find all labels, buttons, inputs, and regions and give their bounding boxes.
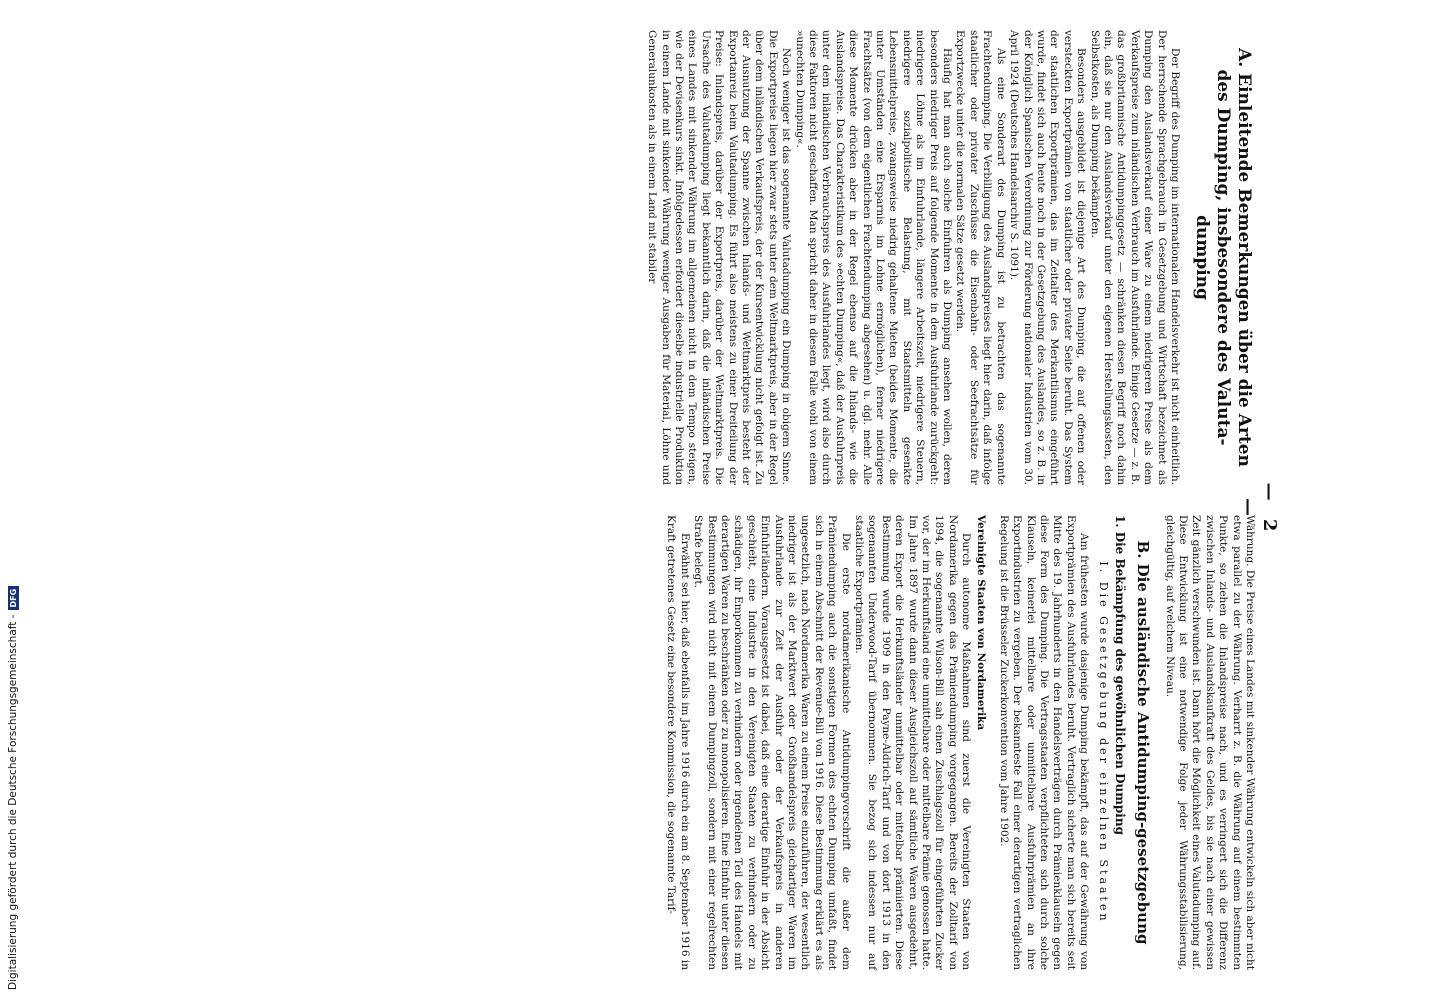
section-a-heading: A. Einleitende Bemerkungen über die Arten des Dumping, insbesondere des Valuta-dumping [1192, 48, 1254, 467]
paragraph: Als eine Sonderart des Dumping ist zu betrachten das sogenannte Frachtendumping. Die Verbilligung des Auslandspreises liegt hier darin, daß infolge staatlicher oder privater Zuschüsse die Eisenbahn- oder Seefrachtsätze für Exportzwecke unter die normalen Sätze gesetzt werden. [954, 30, 1007, 485]
digitization-footer [0, 0, 26, 1000]
page-number: — 2 — [1238, 482, 1280, 538]
paragraph: Währung. Die Preise eines Landes mit sinkender Währung entwickeln sich aber nicht etwa parallel zu der Währung. Verharrt z. B. die Währung auf einem bestimmten Punkte, so ziehen die Inlandspreise nach, und es verringert sich die Differenz zwischen Inlands- und Auslandskaufkraft des Geldes, bis sie nach einer gewissen Zeit gänzlich verschwunden ist. Dann hört die Möglichkeit eines Valutadumping auf. Diese Entwicklung ist eine notwendige Folge jeder Währungsstabilisierung, gleichgültig, auf welchem Niveau. [1163, 515, 1256, 970]
left-column [645, 30, 1256, 485]
rotated-page-content [158, 0, 1298, 1000]
paragraph: Häufig hat man auch solche Einfuhren als Dumping ansehen wollen, deren besonders niedriger Preis auf folgende Momente in dem Ausfuhrlande zurückgeht: niedrigere Löhne als im Einfuhrlande, längere Arbeitszeit, niedrigere Steuern, niedrigere sozialpolitische Belastung, mit Staatsmitteln gesenkte Lebensmittelpreise, zwangsweise niedrig gehaltene Mieten (beides Momente, die unter Umständen eine Ersparnis im Lohne ermöglichen), ferner niedrigere Frachtsätze (von dem eigentlichen Frachtendumping abgesehen) u. dgl. mehr. Alle diese Momente drücken aber in der Regel ebenso auf die Inlands- wie die Auslandspreise. Das Charakteristikum des »echten Dumping«, daß der Ausfuhrpreis unter dem inländischen Verbrauchspreis des Ausfuhrlandes liegt, wird also durch diese Faktoren nicht geschaffen. Man spricht daher in diesem Falle wohl von einem »unechten Dumping«. [793, 30, 954, 485]
paragraph: Erwähnt sei hier, daß ebenfalls im Jahre 1916 durch ein am 8. September 1916 in Kraft getretenes Gesetz eine besondere Kommission, die sogenannte Tarif- [665, 515, 691, 970]
country-heading: Vereinigte Staaten von Nordamerika [975, 515, 988, 731]
paragraph: Durch autonome Maßnahmen sind zuerst die Vereinigten Staaten von Nordamerika gegen das Prämiendumping vorgegangen. Bereits der Zolltarif von 1894, die sogenannte Wilson-Bill sah einen Zuschlagszoll für eingeführten Zucker vor, der im Herkunftsland eine unmittelbare oder mittelbare Prämie genossen hatte. Im Jahre 1897 wurde dann dieser Ausgleichszoll auf sämtliche Waren ausgedehnt, deren Export die Herkunftsländer unmittelbar oder mittelbar prämiierten. Diese Bestimmung wurde 1909 in den Payne-Aldrich-Tarif und von dort 1913 in den sogenannten Underwood-Tarif übernommen. Sie bezog sich indessen nur auf staatliche Exportprämien. [853, 515, 973, 970]
right-column [664, 515, 1256, 970]
paragraph: Am frühesten wurde dasjenige Dumping bekämpft, das auf der Gewährung von Exportprämien des Ausfuhrlandes beruht. Vertraglich sicherte man sich bereits seit Mitte des 19. Jahrhunderts in den Handelsverträgen durch Prämienklauseln gegen diese Form des Dumping. Die Vertragsstaaten verpflichteten sich durch solche Klauseln, keinerlei mittelbare oder unmittelbare Ausfuhrprämien an ihre Exportindustrien zu vergeben. Der bekannteste Fall einer derartigen vertraglichen Regelung ist die Brüsseler Zuckerkonvention vom Jahre 1902. [997, 515, 1091, 970]
paragraph: Besonders ausgebildet ist diejenige Art des Dumping, die auf offenen oder versteckten Exportprämien von staatlicher oder privater Seite beruht. Das System der staatlichen Exportprämien, das im Zeitalter des Merkantilismus eingeführt wurde, findet sich auch heute noch in der Gesetzgebung des Auslandes, so z. B. in der Königlich Spanischen Verordnung zur Förderung nationaler Industrien vom 30. April 1924 (Deutsches Handelsarchiv S. 1091). [1008, 30, 1088, 485]
paragraph: Die erste nordamerikanische Antidumpingvorschrift die außer dem Prämiendumping auch die sonstigen Formen des echten Dumping umfaßt, findet sich in einem Abschnitt der Revenue-Bill von 1916. Diese Bestimmung erklärt es als ungesetzlich, nach Nordamerika Waren zu einem Preise einzuführen, der wesentlich niedriger ist als der Marktwert oder Großhandelspreis gleichartiger Waren im Ausfuhrlande zur Zeit der Ausfuhr oder der Verkaufspreis in anderen Einfuhrländern. Vorausgesetzt ist dabei, daß eine derartige Einfuhr in der Absicht geschieht, eine Industrie in den Vereinigten Staaten zu verhindern oder zu schädigen, ihr Emporkommen zu verhindern oder irgendeinen Teil des Handels mit derartigen Waren zu beschränken oder zu monopolisieren. Eine Einfuhr unter diesen Bestimmungen wird nicht mit einem Dumpingzoll, sondern mit einer regelrechten Strafe belegt. [692, 515, 852, 970]
subsection-heading: 1. Die Bekämpfung des gewöhnlichen Dumping [1113, 515, 1128, 835]
subsection-subheading: I. Die Gesetzgebung der einzelnen Staaten [1097, 561, 1111, 924]
footer-text: Digitalisierung gefördert durch die Deutsche Forschungsgemeinschaft - [7, 614, 19, 990]
section-b-heading: B. Die ausländische Antidumping-gesetzgebung [1134, 540, 1153, 945]
dfg-logo: DFG [8, 586, 19, 611]
paragraph: Der Begriff des Dumping im internationalen Handelsverkehr ist nicht einheitlich. Der herrschende Sprachgebrauch in Gesetzgebung und Wirtschaft bezeichnet als Dumping den Auslandsverkauf einer Ware zu einem niedrigeren Preise als dem Verkaufspreise zum inländischen Verbrauch im Ausfuhrlande. Einige Gesetze — z. B. das großbritannische Antidumpinggesetz — schränken diesen Begriff noch dahin ein, daß sie nur den Auslandsverkauf unter den eigenen Herstellungskosten, den Selbstkosten, als Dumping bekämpfen. [1088, 30, 1181, 485]
paragraph: Noch weniger ist das sogenannte Valutadumping ein Dumping in obigem Sinne. Die Exportpreise liegen hier zwar stets unter dem Weltmarktpreis, aber in der Regel über dem inländischen Verkaufspreis, der der Kursentwicklung nicht gefolgt ist. Zu der Ausnutzung der Spanne zwischen Inlands- und Weltmarktpreis besteht der Exportanreiz beim Valutadumping. Es führt also meistens zu einer Dreiteilung der Preise: Inlandspreis, darüber der Exportpreis, darüber der Weltmarktpreis. Die Ursache des Valutadumping liegt bekanntlich darin, daß die inländischen Preise eines Landes mit sinkender Währung im allgemeinen nicht in dem Tempo steigen, wie der Devisenkurs sinkt. Infolgedessen erfordert dieselbe industrielle Produktion in einem Lande mit sinkender Währung weniger Ausgaben für Material, Löhne und Generalunkosten als in einem Land mit stabiler [646, 30, 793, 485]
